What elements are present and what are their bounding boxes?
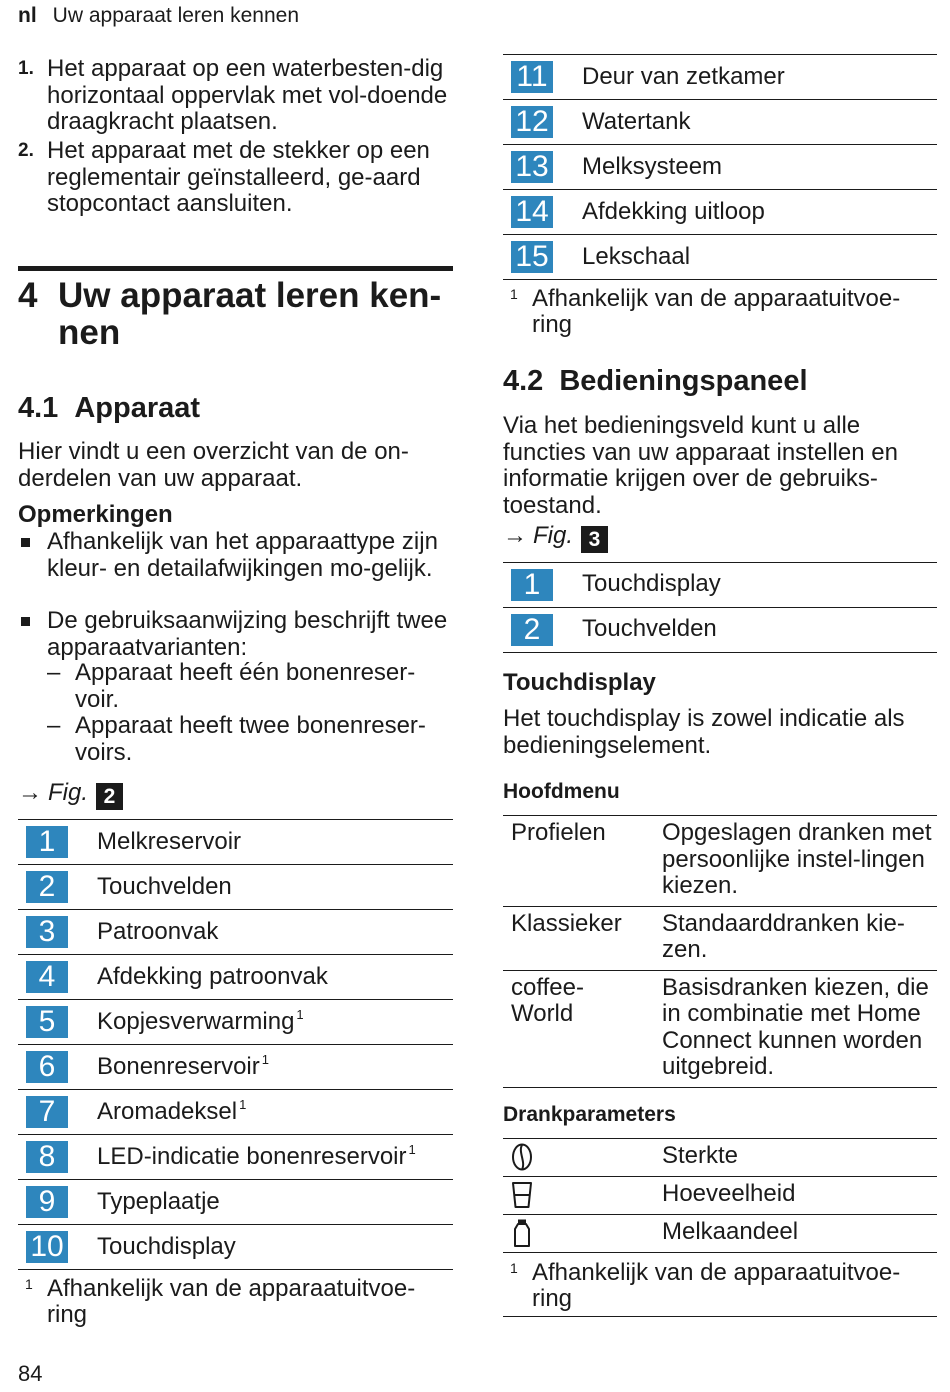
table-row bbox=[18, 1090, 453, 1135]
step-item bbox=[18, 56, 453, 136]
part-number-badge: 12 bbox=[511, 106, 553, 138]
footnote-ref: 1 bbox=[296, 1007, 304, 1022]
item-number-badge: 2 bbox=[511, 614, 553, 646]
bullet-text: Afhankelijk van het apparaattype zijn kleur- en detailafwijkingen mo-gelijk. bbox=[47, 528, 438, 582]
parts-table bbox=[18, 819, 453, 1270]
footnote-mark: 1 bbox=[510, 286, 518, 302]
bullet-square bbox=[21, 617, 30, 626]
table-row bbox=[503, 190, 937, 235]
panel-items-table bbox=[503, 562, 937, 653]
part-number-badge: 9 bbox=[26, 1186, 68, 1218]
figure-number-box: 3 bbox=[581, 526, 608, 553]
part-number-badge: 10 bbox=[26, 1231, 68, 1263]
step-number: 1. bbox=[18, 58, 34, 79]
part-label: Lekschaal bbox=[582, 243, 691, 270]
table-row bbox=[503, 971, 937, 1088]
table-row bbox=[503, 235, 937, 280]
part-number-badge: 11 bbox=[511, 61, 553, 93]
drink-parameters-table bbox=[503, 1138, 937, 1253]
table-row bbox=[503, 608, 937, 653]
part-number-badge: 15 bbox=[511, 241, 553, 273]
main-menu-table bbox=[503, 815, 937, 1088]
part-number-badge: 4 bbox=[26, 961, 68, 993]
table-row bbox=[503, 563, 937, 608]
footnote bbox=[18, 1276, 453, 1328]
part-label: Touchvelden bbox=[97, 873, 232, 900]
table-row bbox=[18, 820, 453, 865]
footnote-rule bbox=[503, 1316, 937, 1317]
arrow-icon: → bbox=[503, 522, 527, 549]
section-title: Bedieningspaneel bbox=[559, 365, 808, 397]
table-row bbox=[503, 100, 937, 145]
menu-key: Klassieker bbox=[511, 909, 622, 937]
part-number-badge: 6 bbox=[26, 1051, 68, 1083]
menu-value: Opgeslagen dranken met persoonlijke instel-lingen kiezen. bbox=[662, 819, 932, 899]
section-number: 4.1 bbox=[18, 392, 59, 424]
table-row bbox=[18, 955, 453, 1000]
step-number: 2. bbox=[18, 140, 34, 161]
variant-dash-item: – Apparaat heeft twee bonenreser-voirs. bbox=[47, 713, 453, 766]
section-heading-bedieningspaneel bbox=[503, 365, 937, 397]
part-label: Watertank bbox=[582, 108, 691, 135]
milk-bottle-icon bbox=[510, 1218, 534, 1248]
part-number-badge: 8 bbox=[26, 1141, 68, 1173]
part-label: Bonenreservoir $^1$ bbox=[97, 1052, 269, 1080]
table-row bbox=[503, 145, 937, 190]
item-label: Touchdisplay bbox=[582, 570, 721, 597]
table-row bbox=[18, 910, 453, 955]
parameter-label: Sterkte bbox=[662, 1142, 739, 1169]
step-item bbox=[18, 138, 453, 218]
note-bullet bbox=[18, 529, 453, 582]
page-number: 84 bbox=[18, 1361, 43, 1386]
table-row bbox=[18, 865, 453, 910]
section-number: 4.2 bbox=[503, 365, 544, 397]
item-label: Touchvelden bbox=[582, 615, 717, 642]
table-row bbox=[503, 1139, 937, 1177]
section-intro: Hier vindt u een overzicht van de on-derdelen van uw apparaat. bbox=[18, 438, 409, 492]
menu-key: coffee-World bbox=[511, 973, 584, 1027]
menu-value: Standaarddranken kie-zen. bbox=[662, 909, 905, 963]
part-number-badge: 1 bbox=[26, 826, 68, 858]
figure-label: Fig. bbox=[48, 779, 89, 806]
table-row bbox=[503, 1215, 937, 1253]
item-number-badge: 1 bbox=[511, 569, 553, 601]
footnote bbox=[503, 1260, 937, 1312]
figure-number-box: 2 bbox=[96, 783, 123, 810]
parameter-label: Hoeveelheid bbox=[662, 1180, 796, 1207]
part-number-badge: 14 bbox=[511, 196, 553, 228]
chapter-title: Uw apparaat leren ken-nen bbox=[58, 276, 442, 352]
section-heading-apparaat bbox=[18, 392, 453, 424]
table-row bbox=[18, 1045, 453, 1090]
chapter-heading bbox=[18, 277, 453, 351]
bullet-square bbox=[21, 538, 30, 547]
footnote-mark: 1 bbox=[510, 1260, 518, 1276]
variant-dash-item: – Apparaat heeft één bonenreser-voir. bbox=[47, 660, 453, 713]
drink-parameters-heading: Drankparameters bbox=[503, 1103, 676, 1126]
step-text: Het apparaat op een waterbesten-dig horizontaal oppervlak met vol-doende draagkracht plaatsen. bbox=[47, 55, 448, 135]
main-menu-heading: Hoofdmenu bbox=[503, 780, 620, 803]
notes-heading: Opmerkingen bbox=[18, 501, 173, 528]
footnote-ref: 1 bbox=[408, 1142, 416, 1157]
touchdisplay-text: Het touchdisplay is zowel indicatie als bedieningselement. bbox=[503, 705, 905, 759]
figure-reference bbox=[503, 522, 608, 553]
chapter-number: 4 bbox=[18, 276, 38, 315]
part-number-badge: 7 bbox=[26, 1096, 68, 1128]
part-label: Deur van zetkamer bbox=[582, 63, 785, 90]
note-bullet bbox=[18, 608, 453, 661]
footnote-mark: 1 bbox=[25, 1276, 33, 1292]
header-title: Uw apparaat leren kennen bbox=[52, 4, 300, 27]
part-label: Patroonvak bbox=[97, 918, 219, 945]
touchdisplay-heading: Touchdisplay bbox=[503, 669, 656, 696]
part-number-badge: 13 bbox=[511, 151, 553, 183]
footnote-ref: 1 bbox=[239, 1097, 247, 1112]
parameter-label: Melkaandeel bbox=[662, 1218, 799, 1245]
table-row bbox=[503, 907, 937, 971]
table-row bbox=[18, 1225, 453, 1270]
part-label: Typeplaatje bbox=[97, 1188, 220, 1215]
part-number-badge: 2 bbox=[26, 871, 68, 903]
part-label: Afdekking patroonvak bbox=[97, 963, 328, 990]
part-label: Aromadeksel $^1$ bbox=[97, 1097, 247, 1125]
chapter-rule bbox=[18, 266, 453, 271]
part-label: Melkreservoir bbox=[97, 828, 242, 855]
part-label: Melksysteem bbox=[582, 153, 723, 180]
part-label: Afdekking uitloop bbox=[582, 198, 765, 225]
dash-text: Apparaat heeft twee bonenreser-voirs. bbox=[75, 712, 426, 766]
footnote bbox=[503, 286, 937, 338]
part-number-badge: 5 bbox=[26, 1006, 68, 1038]
part-label: LED-indicatie bonenreservoir $^1$ bbox=[97, 1142, 416, 1170]
figure-label: Fig. bbox=[533, 522, 574, 549]
footnote-ref: 1 bbox=[261, 1052, 269, 1067]
language-code: nl bbox=[18, 4, 37, 27]
table-row bbox=[503, 55, 937, 100]
part-label: Kopjesverwarming $^1$ bbox=[97, 1007, 304, 1035]
figure-reference bbox=[18, 779, 123, 810]
step-text: Het apparaat met de stekker op een reglementair geïnstalleerd, ge-aard stopcontact aansluiten. bbox=[47, 137, 430, 217]
section-intro: Via het bedieningsveld kunt u alle functies van uw apparaat instellen en informatie krijgen over de gebruiks-toestand. bbox=[503, 412, 898, 519]
part-label: Touchdisplay bbox=[97, 1233, 236, 1260]
bullet-text: De gebruiksaanwijzing beschrijft twee apparaatvarianten: bbox=[47, 607, 448, 661]
bean-icon bbox=[510, 1142, 534, 1172]
table-row bbox=[503, 816, 937, 907]
cup-icon bbox=[510, 1180, 534, 1210]
menu-value: Basisdranken kiezen, die in combinatie met Home Connect kunnen worden uitgebreid. bbox=[662, 973, 929, 1080]
table-row bbox=[18, 1180, 453, 1225]
running-header bbox=[18, 4, 299, 28]
table-row bbox=[503, 1177, 937, 1215]
footnote-text: Afhankelijk van de apparaatuitvoe-ring bbox=[532, 1259, 901, 1312]
dash-text: Apparaat heeft één bonenreser-voir. bbox=[75, 659, 416, 713]
parts-table-continued bbox=[503, 54, 937, 280]
footnote-text: Afhankelijk van de apparaatuitvoe-ring bbox=[47, 1275, 416, 1328]
table-row bbox=[18, 1135, 453, 1180]
part-number-badge: 3 bbox=[26, 916, 68, 948]
menu-key: Profielen bbox=[511, 819, 606, 846]
table-row bbox=[18, 1000, 453, 1045]
arrow-icon: → bbox=[18, 779, 42, 806]
section-title: Apparaat bbox=[74, 392, 201, 424]
footnote-text: Afhankelijk van de apparaatuitvoe-ring bbox=[532, 285, 901, 338]
